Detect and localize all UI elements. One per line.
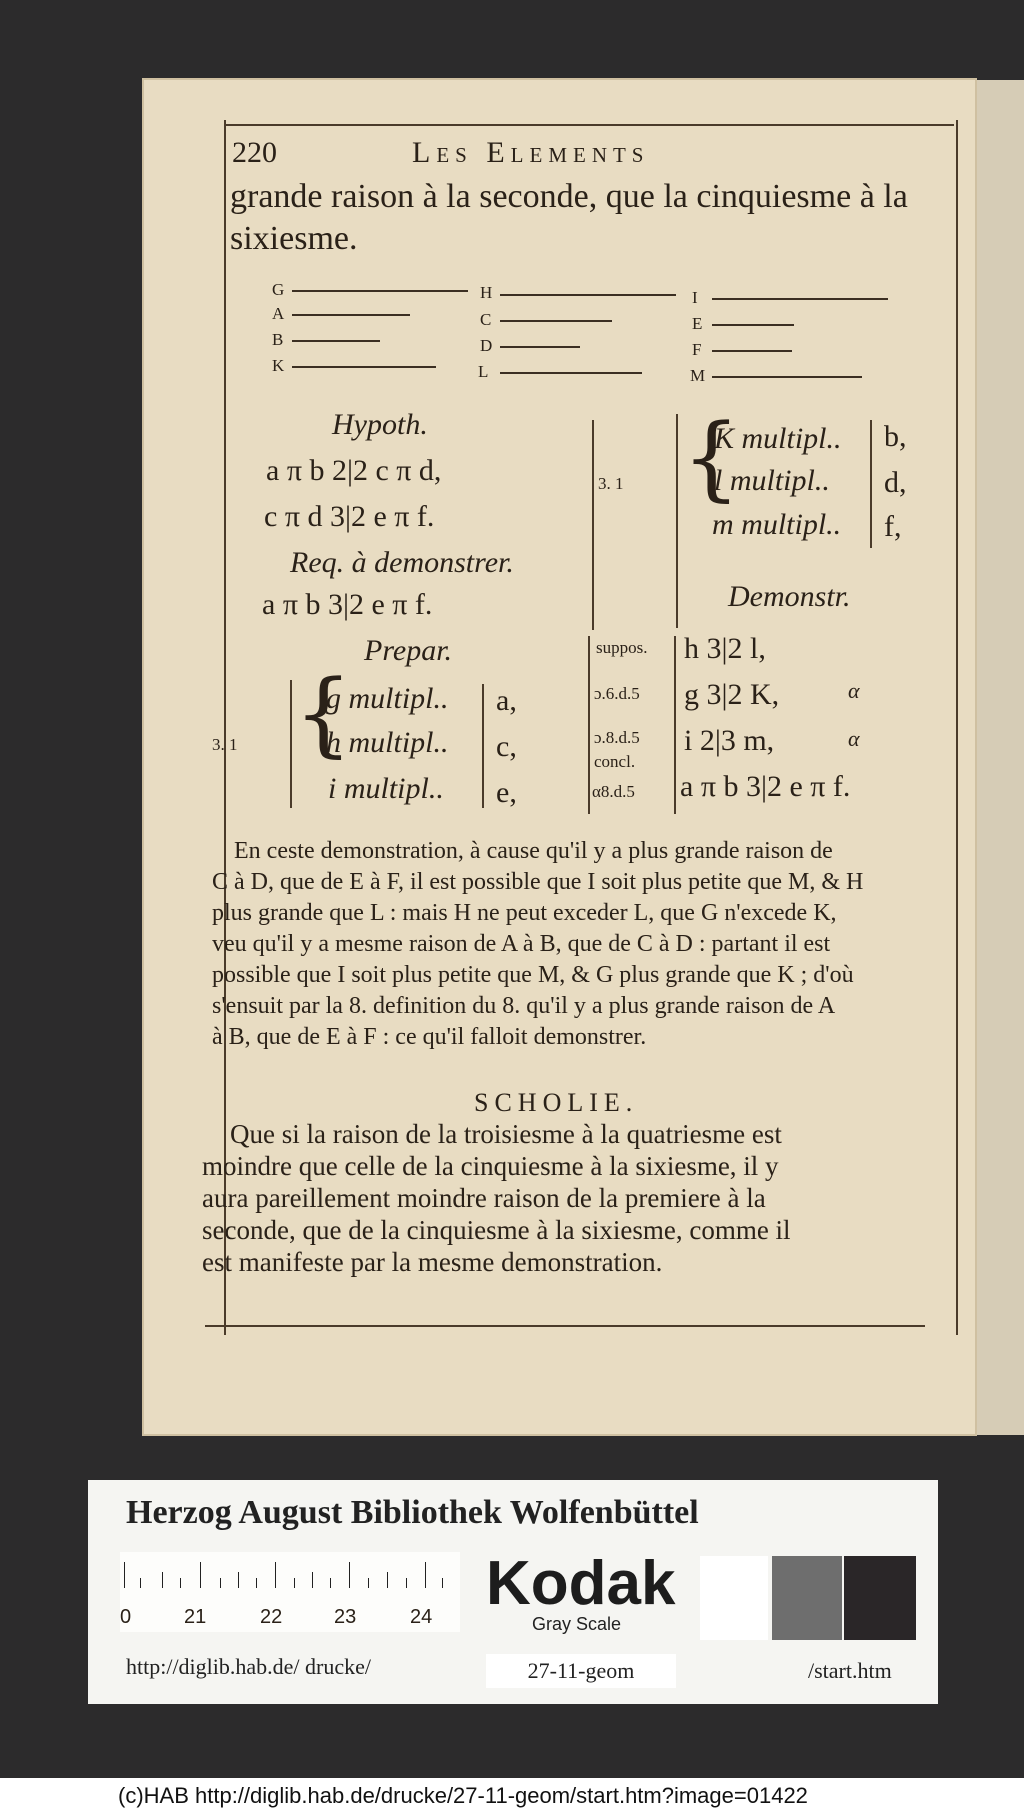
segment-g (292, 290, 468, 292)
paragraph-line: s'ensuit par la 8. definition du 8. qu'il y a plus grande raison de A (212, 993, 836, 1019)
segment-b (292, 340, 380, 342)
demonstr-line-4: a π b 3|2 e π f. (680, 770, 851, 803)
header-rule (226, 124, 954, 126)
construct-reference: 3. 1 (598, 474, 624, 493)
page-number: 220 (232, 136, 277, 169)
req-title: Req. à demonstrer. (290, 546, 514, 579)
url-left: http://diglib.hab.de/ drucke/ (126, 1654, 372, 1679)
ruler-label: 24 (410, 1606, 433, 1628)
demonstr-mark: α (848, 726, 860, 751)
diagram-label: I (692, 288, 698, 307)
scholie-line: seconde, que de la cinquiesme à la sixiesme, comme il (202, 1215, 791, 1245)
intro-line-2: sixiesme. (230, 220, 358, 257)
ruler-label: 22 (260, 1606, 283, 1628)
center-rule-2 (676, 414, 678, 628)
dark-patch (844, 1556, 916, 1640)
paragraph-line: plus grande que L : mais H ne peut exceder L, que G n'excede K, (212, 900, 837, 926)
segment-a (292, 314, 410, 316)
url-middle: 27-11-geom (486, 1654, 676, 1688)
ruler-label: 23 (334, 1606, 357, 1628)
hypoth-title: Hypoth. (332, 408, 428, 441)
prepar-title: Prepar. (364, 634, 453, 667)
gray-patch (772, 1556, 842, 1640)
segment-l (500, 372, 642, 374)
scholie-paragraph (202, 1118, 962, 1278)
diagram-label: F (692, 340, 702, 359)
prepar-line-3: i multipl.. (328, 772, 444, 805)
scholie-line: est manifeste par la mesme demonstration. (202, 1247, 663, 1277)
demonstr-ref: suppos. (596, 638, 648, 657)
prepar-rhs-3: e, (496, 776, 517, 809)
footer-text: (c)HAB http://diglib.hab.de/drucke/27-11-geom/start.htm?image=01422 (118, 1783, 808, 1808)
segment-i (712, 298, 888, 300)
url-right: /start.htm (808, 1658, 892, 1683)
center-rule-1 (592, 420, 594, 630)
construct-rhs-2: d, (884, 466, 907, 499)
construct-brace: { (682, 404, 741, 511)
demonstr-line-3: i 2|3 m, (684, 724, 775, 757)
gray-scale-label: Gray Scale (532, 1614, 622, 1634)
scholie-line: aura pareillement moindre raison de la premiere à la (202, 1183, 766, 1213)
ruler-label: 0 (120, 1606, 132, 1628)
construct-divider (870, 420, 872, 548)
scholie-line: Que si la raison de la troisiesme à la quatriesme est (230, 1119, 782, 1149)
prepar-reference: 3. 1 (212, 735, 238, 754)
paragraph-line: En ceste demonstration, à cause qu'il y a plus grande raison de (234, 838, 833, 864)
construct-line-1: K multipl.. (714, 422, 842, 455)
center-rule-3 (588, 636, 590, 814)
segment-h (500, 294, 676, 296)
segment-m (712, 376, 862, 378)
diagram-label: M (690, 366, 706, 385)
scholie-line: moindre que celle de la cinquiesme à la sixiesme, il y (202, 1151, 779, 1181)
hypoth-line-2: c π d 3|2 e π f. (264, 500, 435, 533)
segment-e (712, 324, 794, 326)
prepar-line-2: h multipl.. (326, 726, 449, 759)
adjacent-page-edge (975, 80, 1024, 1435)
paragraph-line: à B, que de E à F : ce qu'il falloit demonstrer. (212, 1024, 647, 1050)
bottom-rule (205, 1325, 925, 1327)
diagram-label: A (272, 304, 285, 323)
explanation-paragraph (212, 836, 960, 1053)
prepar-brace: { (294, 660, 353, 767)
demonstr-title: Demonstr. (728, 580, 851, 613)
segment-d (500, 346, 580, 348)
segment-k (292, 366, 436, 368)
diagram-label: E (692, 314, 703, 333)
prepar-bar (290, 680, 292, 808)
segment-c (500, 320, 612, 322)
paragraph-line: possible que I soit plus petite que M, & G plus grande que K ; d'où (212, 962, 854, 988)
demonstr-mark: α (848, 678, 860, 703)
segment-f (712, 350, 792, 352)
diagram-label: L (478, 362, 489, 381)
prepar-line-1: g multipl.. (326, 682, 449, 715)
kodak-logo: Kodak (486, 1549, 676, 1618)
demonstr-ref: concl. (594, 752, 636, 771)
library-name: Herzog August Bibliothek Wolfenbüttel (126, 1494, 699, 1531)
req-line: a π b 3|2 e π f. (262, 588, 433, 621)
center-rule-4 (674, 636, 676, 814)
scholie-title: SCHOLIE. (474, 1088, 639, 1117)
construct-rhs-3: f, (884, 510, 902, 543)
paragraph-line: C à D, que de E à F, il est possible que I soit plus petite que M, & H (212, 869, 864, 895)
prepar-divider (482, 684, 484, 808)
intro-line-1: grande raison à la seconde, que la cinquiesme à la (230, 178, 908, 215)
diagram-label: D (480, 336, 493, 355)
diagram-label: K (272, 356, 285, 375)
diagram-label: B (272, 330, 284, 349)
hypoth-line-1: a π b 2|2 c π d, (266, 454, 442, 487)
prepar-rhs-1: a, (496, 684, 517, 717)
demonstr-ref: ɔ.6.d.5 (594, 684, 640, 703)
diagram-label: G (272, 280, 285, 299)
prepar-rhs-2: c, (496, 730, 517, 763)
construct-line-2: l multipl.. (714, 464, 830, 497)
demonstr-ref: ɔ.8.d.5 (594, 728, 640, 747)
white-patch (700, 1556, 768, 1640)
construct-line-3: m multipl.. (712, 508, 842, 541)
ruler-label: 21 (184, 1606, 207, 1628)
construct-rhs-1: b, (884, 420, 907, 453)
diagram-label: C (480, 310, 492, 329)
demonstr-line-2: g 3|2 K, (684, 678, 780, 711)
measurement-ruler (120, 1552, 460, 1632)
demonstr-ref: α8.d.5 (592, 782, 635, 801)
diagram-label: H (480, 283, 493, 302)
demonstr-line-1: h 3|2 l, (684, 632, 766, 665)
paragraph-line: veu qu'il y a mesme raison de A à B, que de C à D : partant il est (212, 931, 831, 957)
running-head: Les Elements (412, 136, 650, 169)
